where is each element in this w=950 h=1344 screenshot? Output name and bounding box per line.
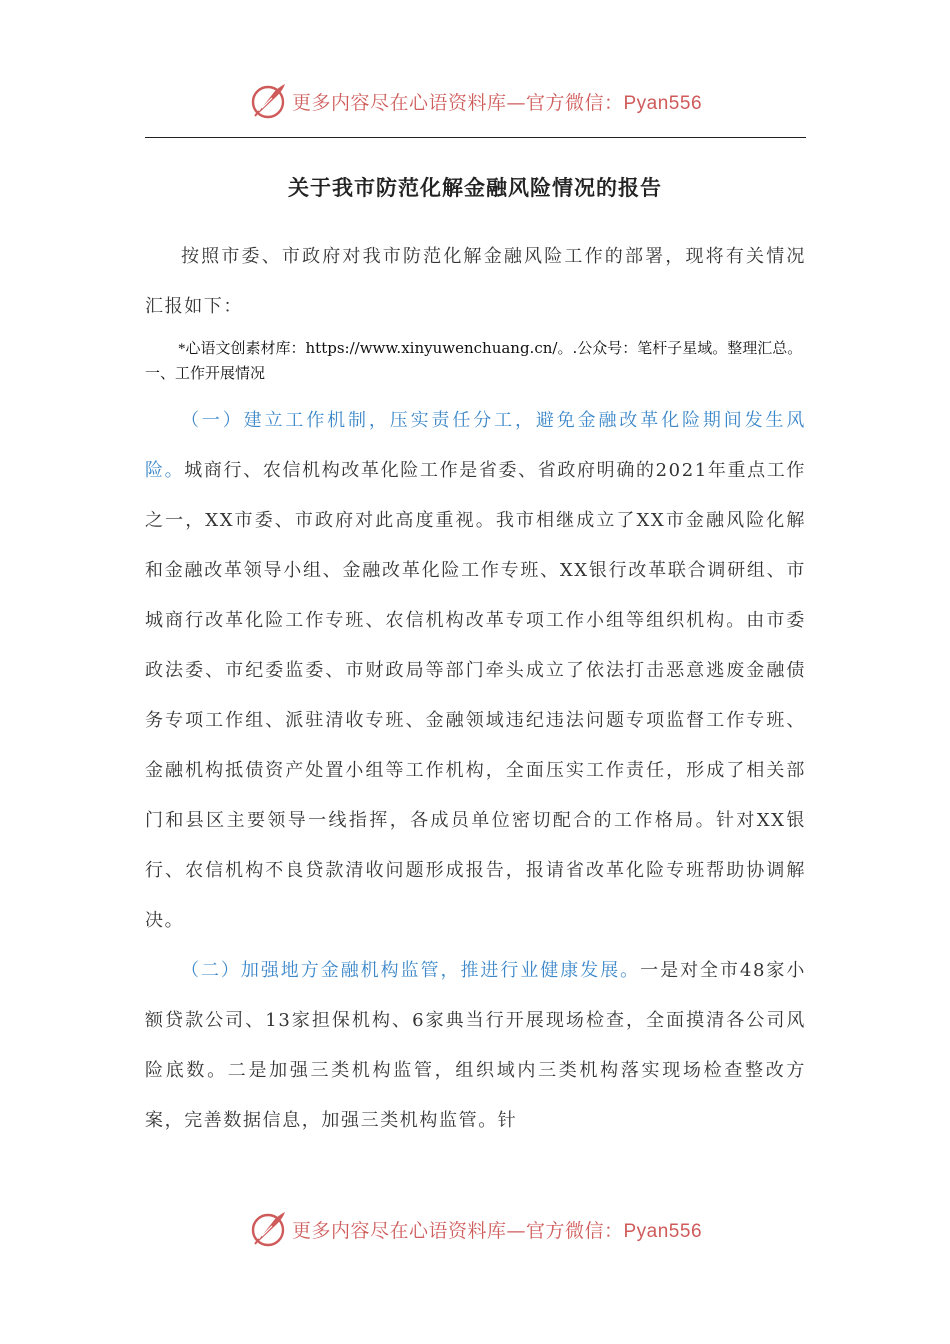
- header-divider: [145, 137, 806, 138]
- banner-text: 更多内容尽在心语资料库—官方微信：Pyan556: [291, 91, 703, 114]
- source-note: *心语文创素材库：https://www.xinyuwenchuang.cn/。.公众号：笔杆子星域。整理汇总。一、工作开展情况: [145, 339, 803, 382]
- section-1-paragraph: [145, 396, 806, 946]
- wechat-id: Pyan556: [623, 92, 703, 114]
- section-1-body: 城商行、农信机构改革化险工作是省委、省政府明确的2021年重点工作之一，XX市委、市政府对此高度重视。我市相继成立了XX市金融风险化解和金融改革领导小组、金融改革化险工作专班、XX银行改革联合调研组、市城商行改革化险工作专班、农信机构改革专项工作小组等组织机构。由市委政法委、市纪委监委、市财政局等部门牵头成立了依法打击恶意逃废金融债务专项工作组、派驻清收专班、金融领域违纪违法问题专项监督工作专班、金融机构抵债资产处置小组等工作机构，全面压实工作责任，形成了相关部门和县区主要领导一线指挥，各成员单位密切配合的工作格局。针对XX银行、农信机构不良贷款清收问题形成报告，报请省改革化险专班帮助协调解决。: [145, 460, 806, 931]
- section-1-heading: （一）建立工作机制，压实责任分工，避免金融改革化险期间发生风险。: [145, 410, 806, 481]
- intro-paragraph: 按照市委、市政府对我市防范化解金融风险工作的部署，现将有关情况汇报如下：: [145, 246, 806, 317]
- quill-pen-logo-icon: [248, 81, 288, 121]
- section-2-body: 一是对全市48家小额贷款公司、13家担保机构、6家典当行开展现场检查，全面摸清各公司风险底数。二是加强三类机构监管，组织域内三类机构落实现场检查整改方案，完善数据信息，加强三类机构监管。针: [145, 960, 806, 1131]
- section-2-paragraph: [145, 946, 806, 1146]
- footer-banner: [0, 1206, 950, 1252]
- wechat-id: Pyan556: [623, 1220, 703, 1242]
- document-title: 关于我市防范化解金融风险情况的报告: [288, 175, 662, 200]
- source-url: https://www.xinyuwenchuang.cn/: [305, 339, 558, 357]
- banner-text: 更多内容尽在心语资料库—官方微信：Pyan556: [291, 1219, 703, 1242]
- header-banner: [0, 78, 950, 124]
- document-body: [145, 232, 806, 1146]
- quill-pen-logo-icon: [248, 1209, 288, 1249]
- section-2-heading: （二）加强地方金融机构监管，推进行业健康发展。: [181, 960, 641, 981]
